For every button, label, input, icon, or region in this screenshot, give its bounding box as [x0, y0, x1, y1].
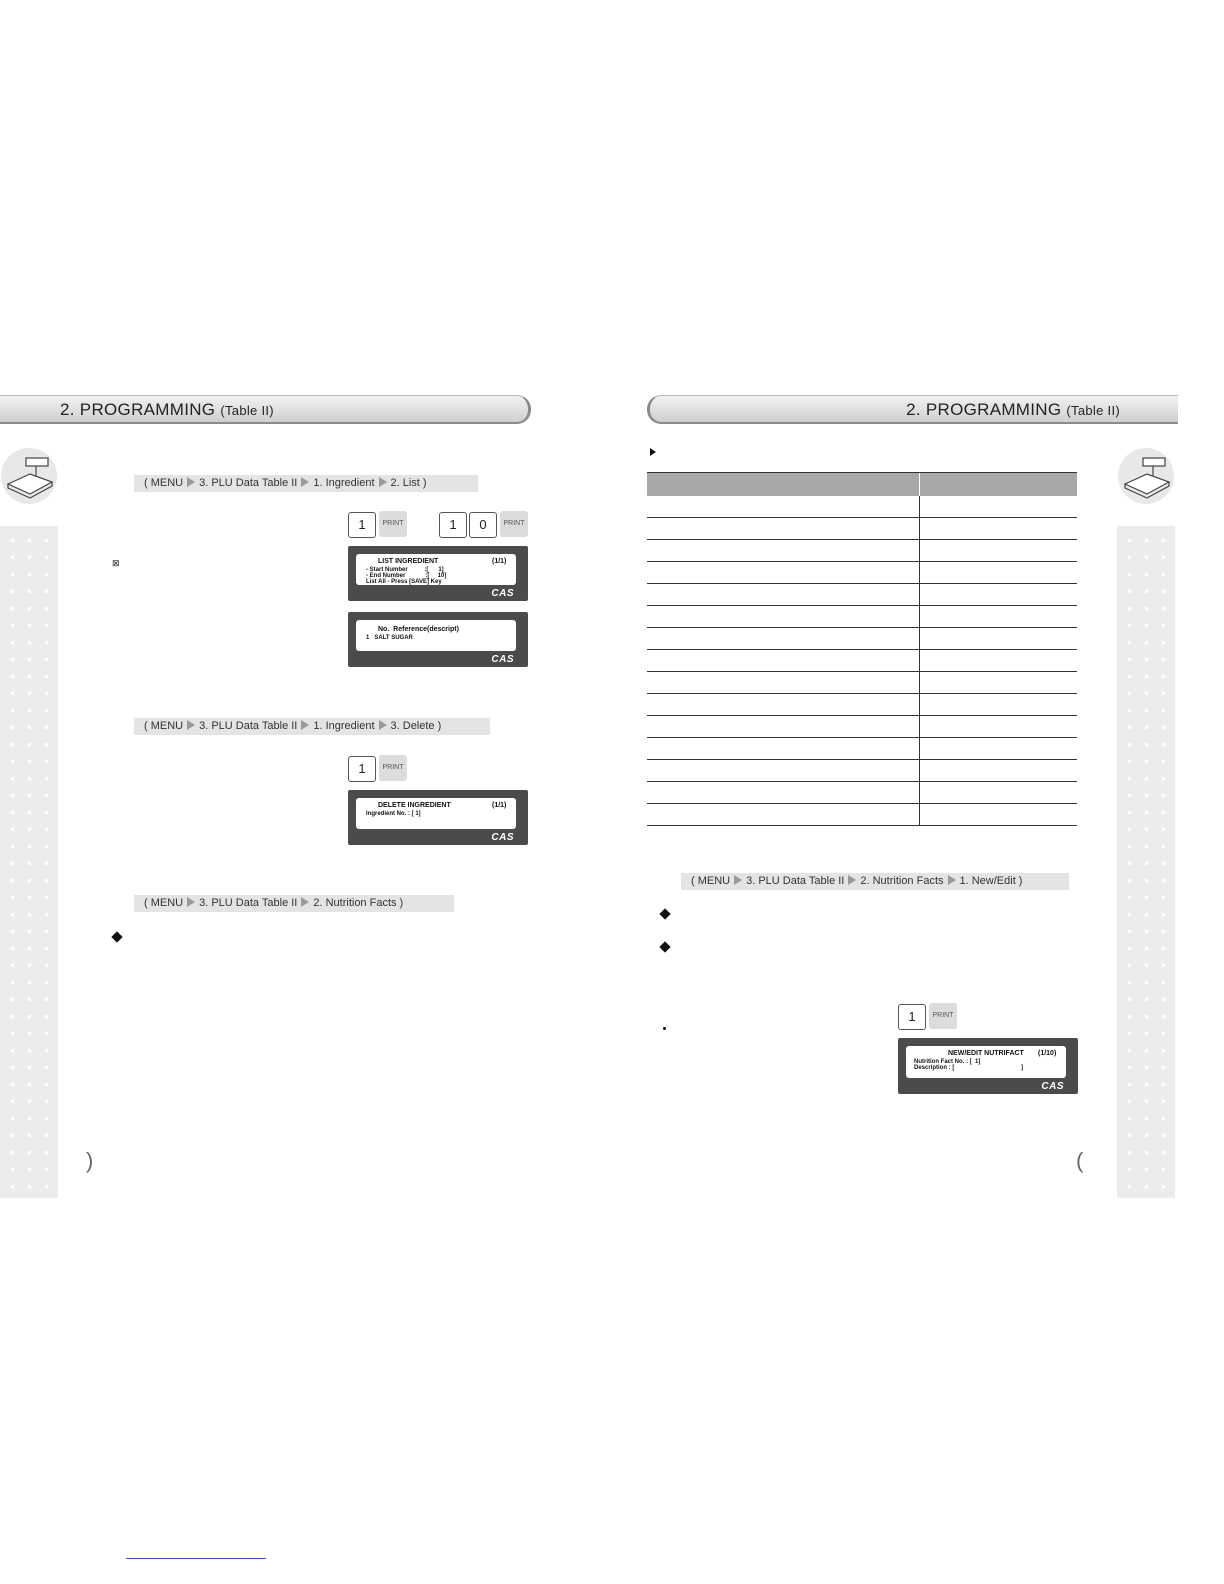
cas-logo: CAS: [491, 588, 514, 599]
arrow-right-icon: [187, 897, 195, 907]
scale-icon: [1117, 446, 1175, 506]
table-row: [647, 716, 1077, 738]
bullet-diamond-icon: [111, 931, 122, 942]
table-row: [647, 518, 1077, 540]
arrow-right-icon: [948, 875, 956, 885]
arrow-right-icon: [379, 477, 387, 487]
crumb-part: ( MENU: [691, 875, 731, 887]
table-column-divider: [919, 804, 920, 825]
arrow-right-icon: [301, 477, 309, 487]
table-column-divider: [919, 496, 920, 517]
table-row: [647, 804, 1077, 826]
table-row: [647, 628, 1077, 650]
table-row: [647, 650, 1077, 672]
arrow-right-icon: [379, 720, 387, 730]
crumb-part: 2. List ): [390, 477, 427, 489]
crumb-part: 3. PLU Data Table II: [199, 720, 298, 732]
lcd-new-edit-nutrifact: [898, 1038, 1078, 1094]
table-column-divider: [919, 562, 920, 583]
print-key: PRINT: [929, 1003, 957, 1029]
key-1: 1: [348, 756, 376, 782]
table-column-divider: [919, 518, 920, 539]
right-header-title: [906, 400, 1120, 420]
lcd-title: LIST INGREDIENT: [378, 558, 439, 565]
lcd-screen: [356, 620, 516, 651]
table-header-divider: [919, 473, 920, 496]
left-side-strip: [0, 526, 58, 1198]
key-1: 1: [348, 512, 376, 538]
lcd-line: Ingredient No. : [ 1]: [366, 811, 421, 817]
table-column-divider: [919, 716, 920, 737]
table-row: [647, 606, 1077, 628]
table-column-divider: [919, 606, 920, 627]
triangle-bullet-icon: [650, 448, 656, 456]
cas-logo: CAS: [491, 832, 514, 843]
arrow-right-icon: [734, 875, 742, 885]
print-key: PRINT: [500, 511, 528, 537]
left-header-title: [60, 400, 274, 420]
bullet-diamond-icon: [659, 908, 670, 919]
table-row: [647, 496, 1077, 518]
table-column-divider: [919, 650, 920, 671]
lcd-title: No. Reference(descript): [378, 626, 459, 633]
crumb-part: 2. Nutrition Facts ): [313, 897, 404, 909]
right-side-strip: [1117, 526, 1175, 1198]
key-1: 1: [898, 1004, 926, 1030]
crumb-part: ( MENU: [144, 477, 184, 489]
lcd-line: Description : [ ]: [914, 1065, 1024, 1071]
header-subtitle: (Table II): [1066, 403, 1120, 418]
crumb-part: 3. PLU Data Table II: [199, 897, 298, 909]
lcd-reference: [348, 612, 528, 667]
header-title-text: 2. PROGRAMMING: [906, 400, 1062, 419]
crumb-part: ( MENU: [144, 720, 184, 732]
breadcrumb-nutrition-new-edit: [681, 873, 1069, 890]
crumb-part: 2. Nutrition Facts: [860, 875, 944, 887]
lcd-screen: [356, 554, 516, 585]
table-row: [647, 584, 1077, 606]
right-header-bar: [647, 395, 1178, 424]
lcd-title: NEW/EDIT NUTRIFACT: [948, 1050, 1024, 1057]
crumb-part: 3. Delete ): [390, 720, 442, 732]
arrow-right-icon: [187, 720, 195, 730]
arrow-right-icon: [301, 897, 309, 907]
key-1: 1: [439, 512, 467, 538]
crumb-part: 3. PLU Data Table II: [746, 875, 845, 887]
table-column-divider: [919, 782, 920, 803]
dot-bullet-icon: [663, 1027, 666, 1030]
table-column-divider: [919, 760, 920, 781]
table-column-divider: [919, 584, 920, 605]
table-column-divider: [919, 540, 920, 561]
arrow-right-icon: [848, 875, 856, 885]
print-key: PRINT: [379, 755, 407, 781]
crumb-part: 1. Ingredient: [313, 720, 375, 732]
scale-icon: [0, 446, 58, 506]
table-row: [647, 540, 1077, 562]
breadcrumb-ingredient-list: [134, 475, 478, 492]
table-column-divider: [919, 672, 920, 693]
lcd-line: 1 SALT SUGAR: [366, 635, 413, 641]
lcd-screen: [356, 798, 516, 829]
table-row: [647, 672, 1077, 694]
lcd-delete-ingredient: [348, 790, 528, 845]
crumb-part: 3. PLU Data Table II: [199, 477, 298, 489]
header-subtitle: (Table II): [220, 403, 274, 418]
lcd-line: - End Number :[ 10]: [366, 573, 447, 579]
table-column-divider: [919, 738, 920, 759]
lcd-line: Nutrition Fact No. : [ 1]: [914, 1059, 981, 1065]
x-mark: ⊠: [112, 558, 120, 568]
crumb-part: ( MENU: [144, 897, 184, 909]
table-row: [647, 760, 1077, 782]
key-0: 0: [469, 512, 497, 538]
table-column-divider: [919, 628, 920, 649]
table-column-divider: [919, 694, 920, 715]
breadcrumb-ingredient-delete: [134, 718, 490, 735]
lcd-line: List All - Press [SAVE] Key: [366, 579, 442, 585]
lcd-screen: [906, 1046, 1066, 1078]
table-header: [647, 472, 1077, 496]
header-title-text: 2. PROGRAMMING: [60, 400, 216, 419]
lcd-list-ingredient: [348, 546, 528, 601]
lcd-page: (1/10): [1038, 1050, 1057, 1057]
arrow-right-icon: [187, 477, 195, 487]
cas-logo: CAS: [491, 654, 514, 665]
page-mark: ): [86, 1148, 94, 1173]
lcd-title: DELETE INGREDIENT: [378, 802, 451, 809]
left-header-bar: [0, 395, 531, 424]
page-mark: (: [1076, 1148, 1084, 1173]
table-row: [647, 782, 1077, 804]
lcd-page: (1/1): [492, 558, 507, 565]
bullet-diamond-icon: [659, 941, 670, 952]
lcd-line: - Start Number :[ 1]: [366, 567, 444, 573]
table-row: [647, 562, 1077, 584]
arrow-right-icon: [301, 720, 309, 730]
cas-logo: CAS: [1041, 1081, 1064, 1092]
table-row: [647, 694, 1077, 716]
crumb-part: 1. Ingredient: [313, 477, 375, 489]
print-key: PRINT: [379, 511, 407, 537]
breadcrumb-nutrition-facts: [134, 895, 454, 912]
crumb-part: 1. New/Edit ): [959, 875, 1023, 887]
footer-link-underline: [126, 1558, 266, 1559]
lcd-page: (1/1): [492, 802, 507, 809]
table-row: [647, 738, 1077, 760]
